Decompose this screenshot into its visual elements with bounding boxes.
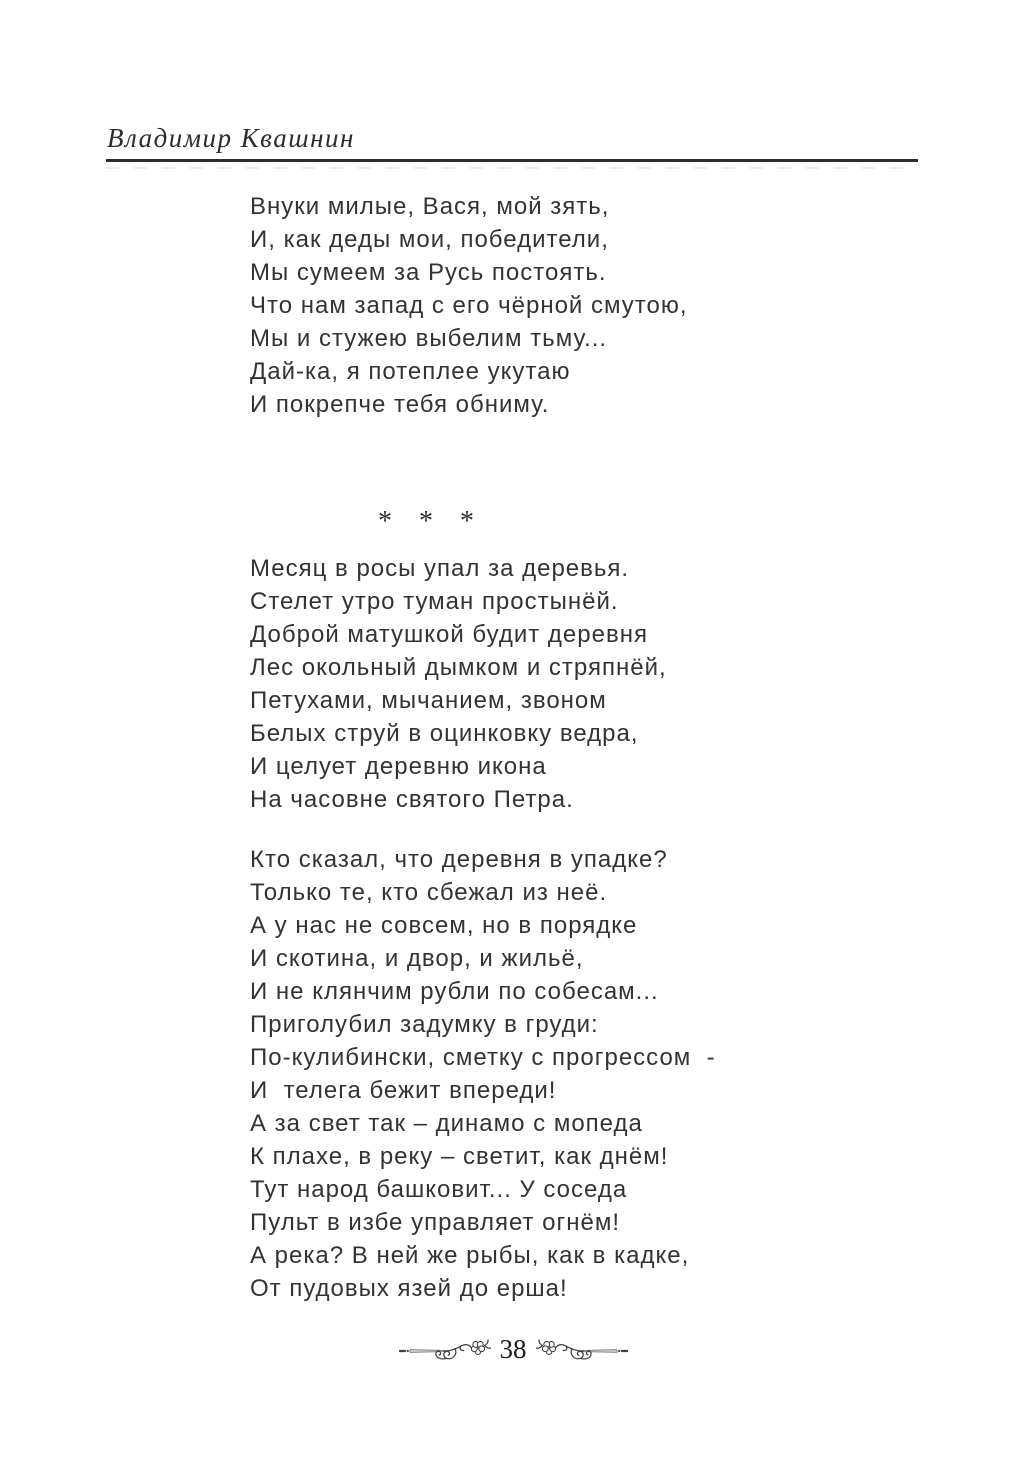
poem-line: Что нам запад с его чёрной смутою, <box>250 292 688 319</box>
poem-line: А у нас не совсем, но в порядке <box>250 912 638 939</box>
poem-line: Месяц в росы упал за деревья. <box>250 555 630 582</box>
poem-2-stanza-1 <box>250 552 667 816</box>
stanza-separator: * * * <box>378 506 484 537</box>
poem-line: По-кулибински, сметку с прогрессом - <box>250 1044 716 1071</box>
poem-line: Стелет утро туман простынёй. <box>250 588 619 615</box>
poem-line: Петухами, мычанием, звоном <box>250 687 607 714</box>
header-rule-shadow <box>106 167 918 169</box>
poem-line: Тут народ башковит... У соседа <box>250 1176 628 1203</box>
poem-line: Мы и стужею выбелим тьму... <box>250 325 608 352</box>
poem-line: От пудовых язей до ерша! <box>250 1275 568 1302</box>
poem-line: Белых струй в оцинковку ведра, <box>250 720 639 747</box>
poem-line: А за свет так – динамо с мопеда <box>250 1110 643 1137</box>
poem-line: Приголубил задумку в груди: <box>250 1011 599 1038</box>
poem-line: И телега бежит впереди! <box>250 1077 557 1104</box>
poem-2-stanza-2 <box>250 843 716 1305</box>
page-footer <box>0 1336 1026 1365</box>
poem-line: И не клянчим рубли по собесам... <box>250 978 659 1005</box>
poem-line: Только те, кто сбежал из неё. <box>250 879 608 906</box>
poem-line: А река? В ней же рыбы, как в кадке, <box>250 1242 690 1269</box>
poem-line: И целует деревню икона <box>250 753 547 780</box>
poem-1 <box>250 190 688 421</box>
page-number: 38 <box>499 1334 527 1364</box>
poem-line: Внуки милые, Вася, мой зять, <box>250 193 610 220</box>
poem-line: Дай-ка, я потеплее укутаю <box>250 358 571 385</box>
poem-line: И, как деды мои, победители, <box>250 226 609 253</box>
running-header-author: Владимир Квашнин <box>107 123 355 153</box>
poem-line: Лес окольный дымком и стряпнёй, <box>250 654 667 681</box>
floral-flourish-right-icon <box>536 1338 628 1364</box>
header-rule <box>106 159 918 162</box>
poem-line: Доброй матушкой будит деревня <box>250 621 648 648</box>
poem-line: Мы сумеем за Русь постоять. <box>250 259 607 286</box>
poem-line: На часовне святого Петра. <box>250 786 574 813</box>
poem-line: И скотина, и двор, и жильё, <box>250 945 584 972</box>
poem-line: Пульт в избе управляет огнём! <box>250 1209 621 1236</box>
poem-line: Кто сказал, что деревня в упадке? <box>250 846 668 873</box>
floral-flourish-left-icon <box>399 1338 491 1364</box>
poem-line: К плахе, в реку – светит, как днём! <box>250 1143 669 1170</box>
poem-line: И покрепче тебя обниму. <box>250 391 550 418</box>
